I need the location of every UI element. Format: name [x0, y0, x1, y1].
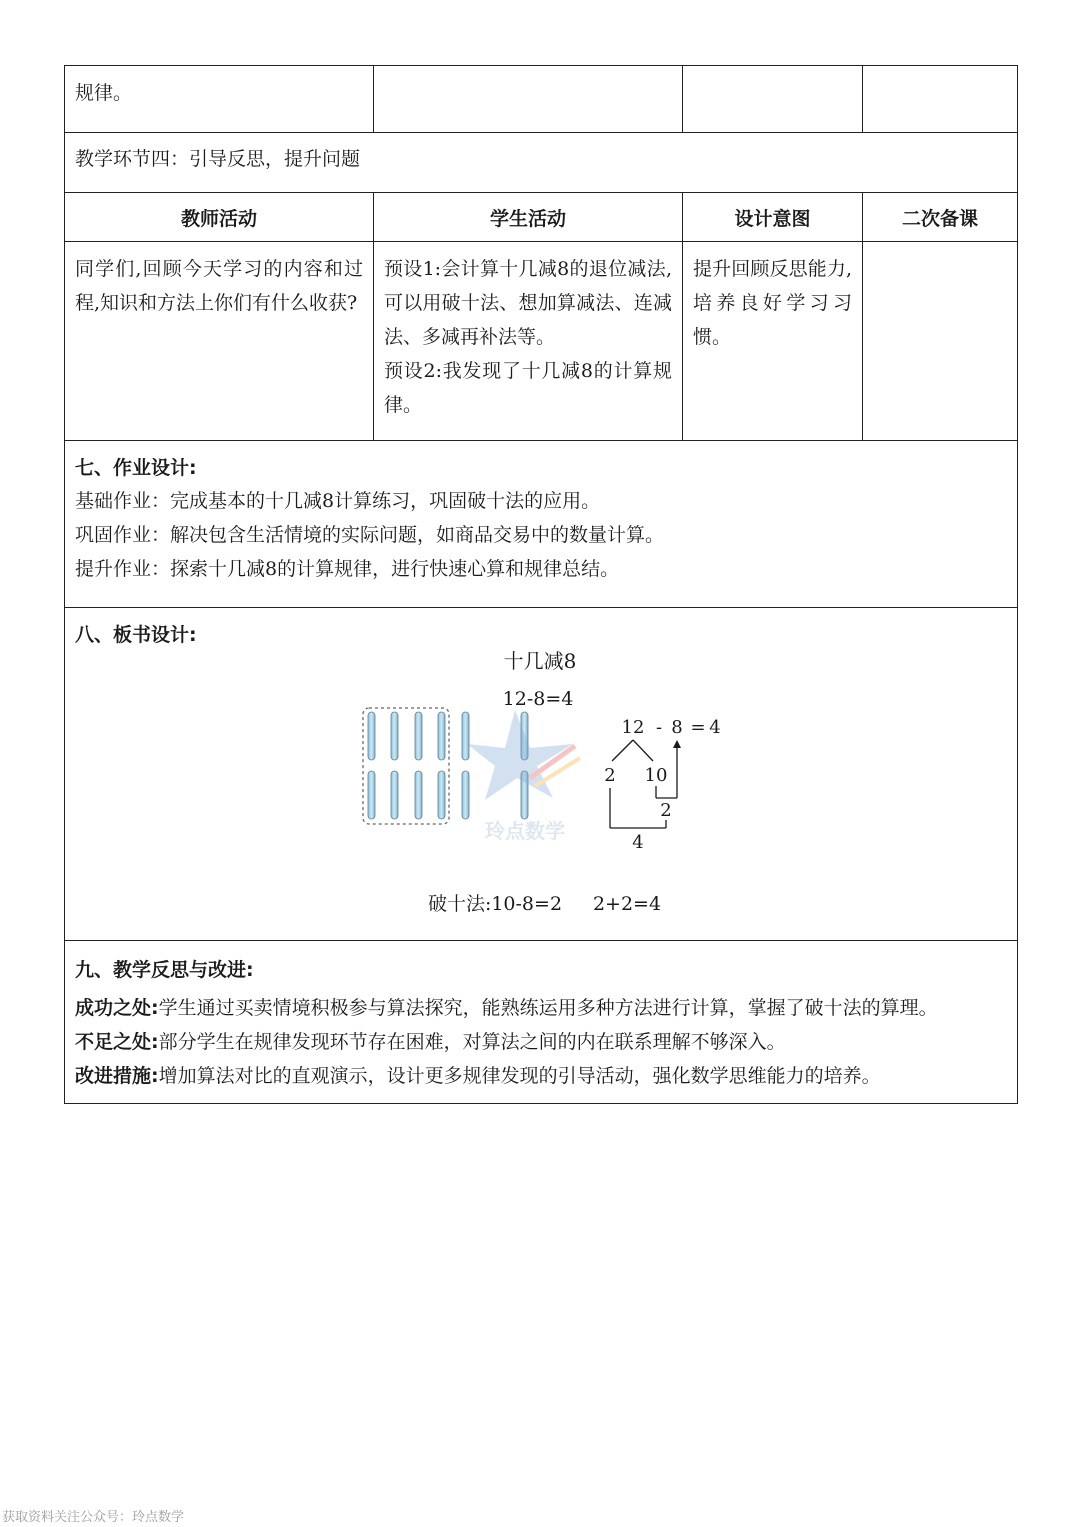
reflection-shortcoming-label: 不足之处:: [75, 1031, 159, 1053]
partial-value: 2: [660, 800, 672, 821]
reflection-shortcoming-text: 部分学生在规律发现环节存在困难，对算法之间的内在联系理解不够深入。: [158, 1031, 786, 1053]
board-caption-left: 破十法:10-8=2: [427, 893, 563, 915]
ten-bundle-box: [363, 708, 449, 824]
prev-teacher-cell: 规律。: [65, 66, 374, 133]
previous-row: [65, 66, 1018, 133]
diagram-subtrahend: 8: [671, 717, 683, 738]
diagram-result: 4: [709, 717, 721, 738]
board-section: [65, 608, 1018, 941]
diagram-minus: -: [655, 717, 663, 738]
stick: [415, 771, 422, 819]
reflection-title: 九、教学反思与改进:: [75, 959, 254, 981]
header-row: [65, 193, 1018, 242]
body-backup-cell: [863, 242, 1018, 441]
header-teacher: 教师活动: [65, 193, 374, 242]
board-heading: 十几减8: [503, 649, 577, 673]
body-student-cell: [374, 242, 683, 441]
board-row: [65, 608, 1018, 941]
board-equation: 12-8=4: [502, 688, 574, 710]
reflection-success-text: 学生通过买卖情境积极参与算法探究，能熟练运用多种方法进行计算，掌握了破十法的算理。: [158, 997, 938, 1019]
diagram-minuend: 12: [621, 717, 645, 738]
student-preset-1: 预设1:会计算十几减8的退位减法,可以用破十法、想加算减法、连减法、多减再补法等。: [384, 258, 672, 348]
homework-advanced: 提升作业：探索十几减8的计算规律，进行快速心算和规律总结。: [75, 558, 620, 580]
homework-section: [65, 441, 1018, 608]
homework-consolidate: 巩固作业：解决包含生活情境的实际问题，如商品交易中的数量计算。: [75, 524, 665, 546]
board-caption-right: 2+2=4: [592, 893, 662, 915]
body-intent-cell: 提升回顾反思能力,培养良好学习习惯。: [683, 242, 863, 441]
stick: [368, 771, 375, 819]
body-teacher-cell: 同学们,回顾今天学习的内容和过程,知识和方法上你们有什么收获?: [65, 242, 374, 441]
header-student: 学生活动: [374, 193, 683, 242]
total-value: 4: [632, 832, 644, 853]
stick: [438, 712, 445, 760]
homework-title: 七、作业设计:: [75, 457, 197, 479]
footer-note: 获取资料关注公众号：玲点数学: [2, 1510, 185, 1525]
stage-title: 教学环节四：引导反思，提升问题: [65, 133, 1018, 193]
reflection-section: [65, 941, 1018, 1104]
body-row: [65, 242, 1018, 441]
split-right-value: 10: [644, 765, 668, 786]
stick: [391, 771, 398, 819]
header-backup: 二次备课: [863, 193, 1018, 242]
stick: [415, 712, 422, 760]
watermark-text: 玲点数学: [485, 819, 565, 843]
student-preset-2: 预设2:我发现了十几减8的计算规律。: [384, 360, 672, 416]
diagram-equals: =: [690, 717, 706, 738]
board-diagram: [75, 648, 1008, 938]
split-line-left: [612, 740, 633, 761]
prev-intent-cell: [683, 66, 863, 133]
arrow-head: [673, 740, 681, 748]
homework-basic: 基础作业：完成基本的十几减8计算练习，巩固破十法的应用。: [75, 490, 601, 512]
reflection-improvement: [75, 1059, 1007, 1093]
homework-row: [65, 441, 1018, 608]
reflection-improvement-label: 改进措施:: [75, 1065, 159, 1087]
reflection-success: [75, 991, 1007, 1025]
prev-student-cell: [374, 66, 683, 133]
reflection-row: [65, 941, 1018, 1104]
header-intent: 设计意图: [683, 193, 863, 242]
board-title: 八、板书设计:: [75, 624, 197, 646]
split-diagram: [604, 717, 720, 853]
stick: [462, 771, 469, 819]
split-left-value: 2: [604, 765, 616, 786]
stick: [462, 712, 469, 760]
reflection-success-label: 成功之处:: [75, 997, 159, 1019]
stage-row: [65, 133, 1018, 193]
prev-backup-cell: [863, 66, 1018, 133]
reflection-shortcoming: [75, 1025, 1007, 1059]
split-line-right: [633, 740, 653, 761]
stick: [438, 771, 445, 819]
reflection-improvement-text: 增加算法对比的直观演示，设计更多规律发现的引导活动，强化数学思维能力的培养。: [158, 1065, 881, 1087]
stick: [391, 712, 398, 760]
stick: [368, 712, 375, 760]
lesson-plan-table: [64, 65, 1018, 1104]
